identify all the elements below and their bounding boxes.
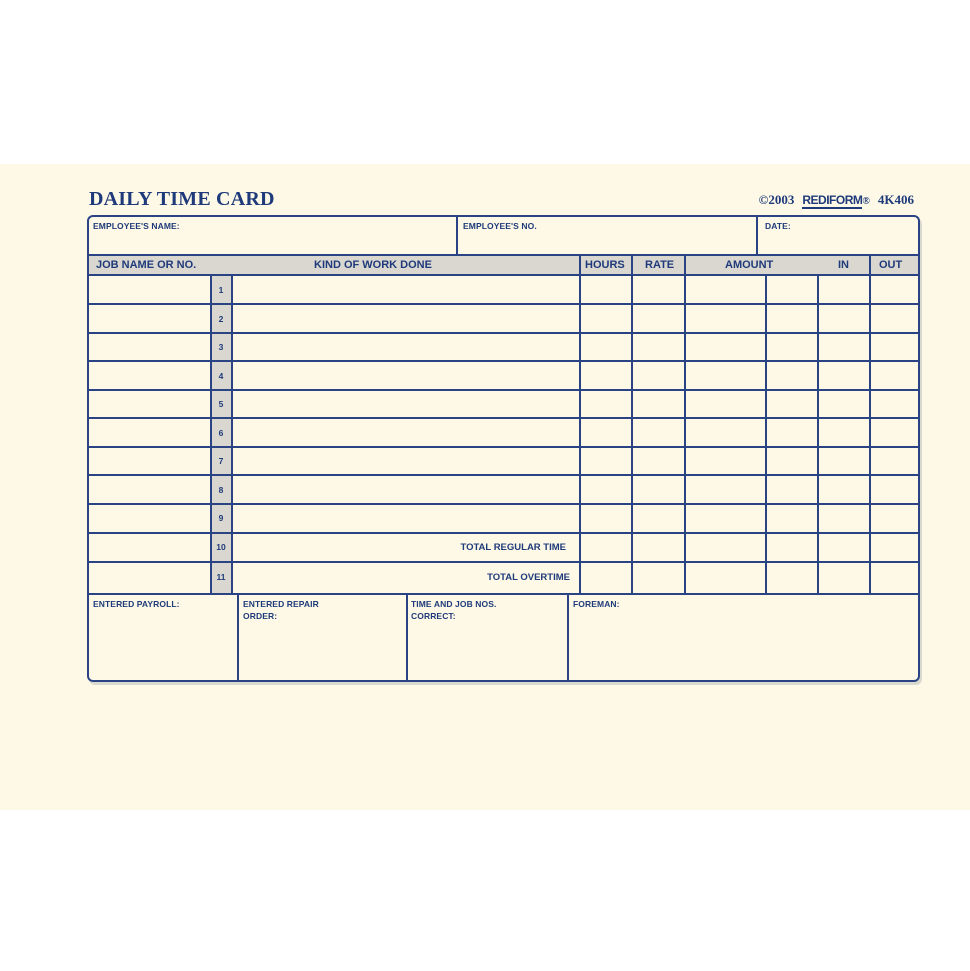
employee-name-label: EMPLOYEE'S NAME:	[93, 221, 180, 231]
time-job-correct-label: CORRECT:	[411, 611, 456, 621]
divider	[89, 360, 918, 362]
brand-name: REDIFORM	[802, 193, 863, 207]
divider	[89, 503, 918, 505]
divider	[765, 275, 767, 595]
divider	[89, 389, 918, 391]
divider	[406, 595, 408, 682]
row-number: 11	[216, 572, 226, 582]
divider	[456, 217, 458, 256]
row-number: 1	[218, 285, 224, 295]
col-rate: RATE	[645, 259, 675, 271]
time-card	[0, 164, 970, 810]
divider	[89, 446, 918, 448]
col-out: OUT	[879, 259, 903, 271]
row-number: 3	[218, 342, 224, 352]
col-amount: AMOUNT	[725, 259, 774, 271]
divider	[631, 256, 633, 595]
divider	[89, 303, 918, 305]
row-number: 4	[218, 371, 224, 381]
copyright: ©2003	[758, 192, 795, 207]
row-number: 5	[218, 399, 224, 409]
divider	[237, 595, 239, 682]
employee-no-label: EMPLOYEE'S NO.	[463, 221, 537, 231]
row-number: 6	[218, 428, 224, 438]
col-job-name: JOB NAME OR NO.	[96, 259, 197, 271]
entered-payroll-label: ENTERED PAYROLL:	[93, 599, 180, 609]
date-label: DATE:	[765, 221, 791, 231]
total-regular-time-label: TOTAL REGULAR TIME	[460, 542, 566, 553]
divider	[89, 474, 918, 476]
entered-repair-label: ENTERED REPAIR	[243, 599, 319, 609]
total-overtime-label: TOTAL OVERTIME	[487, 572, 570, 583]
row-number: 8	[218, 485, 224, 495]
card-title: DAILY TIME CARD	[89, 188, 275, 210]
brand-logo	[802, 192, 869, 208]
divider	[231, 275, 233, 595]
row-number: 7	[218, 456, 224, 466]
divider	[89, 274, 918, 276]
time-job-label: TIME AND JOB NOS.	[411, 599, 497, 609]
col-hours: HOURS	[585, 259, 625, 271]
row-number: 2	[218, 314, 224, 324]
divider	[579, 256, 581, 595]
divider	[817, 275, 819, 595]
registered-mark: ®	[862, 196, 870, 207]
row-number: 9	[218, 513, 224, 523]
column-header-band	[89, 256, 918, 275]
divider	[756, 217, 758, 256]
model-number: 4K406	[877, 192, 914, 207]
divider	[89, 593, 918, 595]
divider	[89, 561, 918, 563]
divider	[869, 256, 871, 595]
divider	[89, 332, 918, 334]
divider	[567, 595, 569, 682]
foreman-label: FOREMAN:	[573, 599, 620, 609]
form-grid	[87, 215, 920, 682]
brand-line	[759, 192, 914, 208]
entered-repair-order-label: ORDER:	[243, 611, 278, 621]
divider	[684, 256, 686, 595]
row-number: 10	[216, 542, 226, 552]
divider	[89, 532, 918, 534]
divider	[89, 417, 918, 419]
col-kind-of-work: KIND OF WORK DONE	[314, 259, 432, 271]
col-in: IN	[838, 259, 849, 271]
